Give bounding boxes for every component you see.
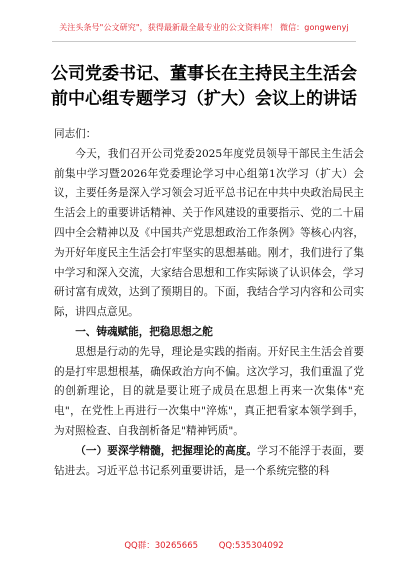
subsection-1 — [54, 442, 364, 482]
document-body — [54, 125, 364, 481]
title-line-1: 公司党委书记、董事长在主持民主生活会 — [51, 64, 357, 84]
title-line-2: 前中心组专题学习（扩大）会议上的讲话 — [51, 89, 357, 109]
header-divider — [52, 41, 356, 42]
salutation: 同志们： — [54, 128, 97, 140]
subsection-1-lead: （一）要深学精髓，把握理论的高度。 — [75, 444, 258, 457]
subsection-1-text: 学习不能浮于表面，要钻进去。习近平总书记系列重要讲话，是一个系统完整的科 — [54, 444, 365, 477]
paragraph-intro: 今天，我们召开公司党委2025年度党员领导干部民主生活会前集中学习暨2026年党委理论学习中心组第1次学习（扩大）会议，主要任务是深入学习领会习近平总书记在中共中央政治局民主生活会上的重要讲话精神、关于作风建设的重要指示、党的二十届四中全会精神以及《中国共产党思想政治工作条例》等核心内容，为开好年度民主生活会打牢坚实的思想基础。刚才，我们进行了集中学习和深入交流，大家结合思想和工作实际谈了认识体会，学习研讨富有成效，达到了预期目的。下面，我结合学习内容和公司实际，讲四点意见。 — [54, 147, 364, 319]
paragraph-section-1: 思想是行动的先导，理论是实践的指南。开好民主生活会首要的是打牢思想根基，确保政治方向不偏。这次学习，我们重温了党的创新理论，目的就是要让班子成员在思想上再来一次集体"充电"，在党性上再进行一次集中"淬炼"，真正把看家本领学到手，为对照检查、自我剖析备足"精神钙质"。 — [54, 345, 364, 437]
top-banner: 关注头条号"公文研究"，获得最新最全最专业的公文资料库！ 微信：gongwenyj — [59, 23, 349, 32]
document-title — [40, 62, 368, 112]
footer-qq: QQ:535304092 — [218, 541, 284, 551]
section-heading-1: 一、铸魂赋能，把稳思想之舵 — [75, 325, 213, 338]
footer-qq-group: QQ群：30265665 — [124, 541, 199, 551]
page-footer — [0, 539, 408, 551]
